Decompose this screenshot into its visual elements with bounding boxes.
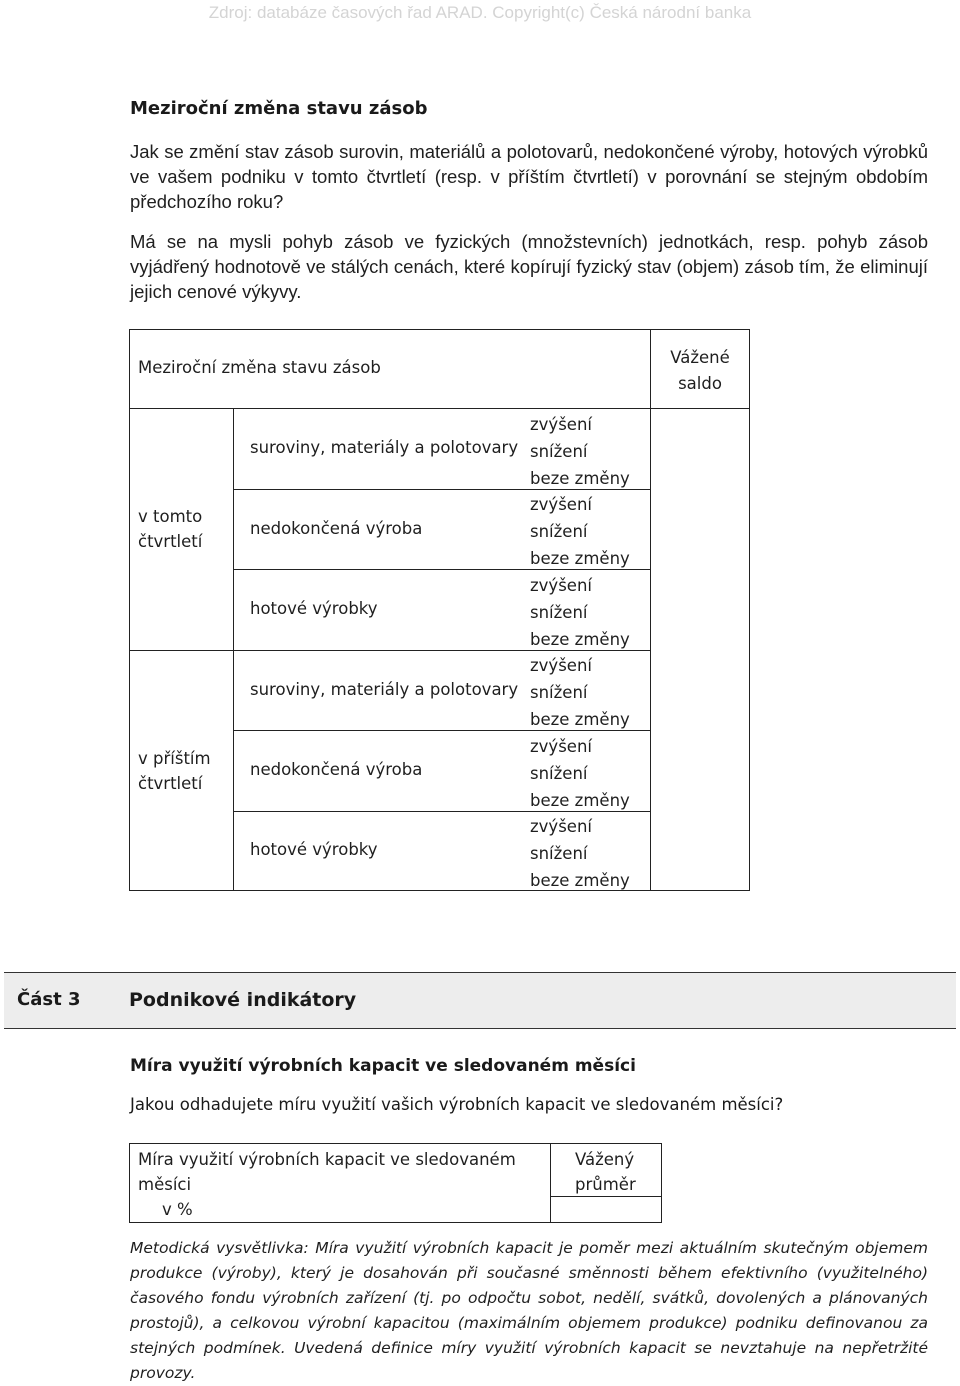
option-no-change[interactable]: beze změny <box>530 630 630 649</box>
table-row-item: hotové výrobky <box>250 599 378 618</box>
option-increase[interactable]: zvýšení <box>530 495 592 514</box>
table-row-item: suroviny, materiály a polotovary <box>250 438 519 457</box>
option-increase[interactable]: zvýšení <box>530 817 592 836</box>
period-label-line1: v tomto <box>138 507 203 526</box>
weighted-line1: Vážené <box>670 348 730 367</box>
option-decrease[interactable]: snížení <box>530 844 588 863</box>
option-decrease[interactable]: snížení <box>530 603 588 622</box>
period-label-line1: v příštím <box>138 749 211 768</box>
option-decrease[interactable]: snížení <box>530 683 588 702</box>
methodology-note: Metodická vysvětlivka: Míra využití výrobních kapacit je poměr mezi aktuálním skutečným objemem produkce (výroby), který je dosahován při současné směnnosti během efektivního (využitelného) časového fondu výrobních zařízení (tj. po odpočtu sobot, nedělí, svátků, dovolených a plánovaných prostojů), a celkovou výrobní kapacitou (maximálním objemem produkce) podniku definovanou za stejných podmínek. Uvedená definice míry využití výrobních kapacit se nevztahuje na nepřetržité provozy. <box>130 1239 928 1382</box>
table-header-weighted <box>650 345 750 397</box>
table-row-options <box>530 572 630 653</box>
table-row-options <box>530 491 630 572</box>
capacity-value-field[interactable] <box>551 1197 661 1222</box>
capacity-label-line2: měsíci <box>138 1175 192 1194</box>
capacity-unit: v % <box>162 1200 193 1219</box>
weighted-line2: saldo <box>678 374 722 393</box>
option-increase[interactable]: zvýšení <box>530 415 592 434</box>
table-row-item: hotové výrobky <box>250 840 378 859</box>
period-label-line2: čtvrtletí <box>138 532 203 551</box>
section-question: Jak se změní stav zásob surovin, materiálů a polotovarů, nedokončené výroby, hotových výrobků ve vašem podniku v tomto čtvrtletí (resp. v příštím čtvrtletí) v porovnání se stejným obdobím předchozího roku? <box>130 141 928 212</box>
capacity-weighted-header <box>575 1147 636 1197</box>
source-watermark: Zdroj: databáze časových řad ARAD. Copyright(c) Česká národní banka <box>208 3 752 22</box>
table-row-options <box>530 733 630 814</box>
option-no-change[interactable]: beze změny <box>530 871 630 890</box>
section-title: Meziroční změna stavu zásob <box>130 98 428 119</box>
option-no-change[interactable]: beze změny <box>530 791 630 810</box>
option-no-change[interactable]: beze změny <box>530 549 630 568</box>
capacity-table <box>129 1143 662 1223</box>
option-increase[interactable]: zvýšení <box>530 656 592 675</box>
option-decrease[interactable]: snížení <box>530 522 588 541</box>
capacity-table-label <box>138 1147 516 1197</box>
option-no-change[interactable]: beze změny <box>530 469 630 488</box>
weighted-line2: průměr <box>575 1175 636 1194</box>
section-explanation: Má se na mysli pohyb zásob ve fyzických (množstevních) jednotkách, resp. pohyb zásob vyjádřený hodnotově ve stálých cenách, které kopírují fyzický stav (objem) zásob tím, že eliminují jejich cenové výkyvy. <box>130 231 928 302</box>
option-increase[interactable]: zvýšení <box>530 737 592 756</box>
part-label: Část 3 <box>17 989 81 1010</box>
table-row-options <box>530 652 630 733</box>
period-label-line2: čtvrtletí <box>138 774 203 793</box>
table-header-label: Meziroční změna stavu zásob <box>138 358 381 377</box>
part-title: Podnikové indikátory <box>129 989 357 1011</box>
part-header-bar <box>4 972 956 1029</box>
capacity-question: Jakou odhadujete míru využití vašich výrobních kapacit ve sledovaném měsíci? <box>130 1095 784 1114</box>
period-next <box>138 746 211 796</box>
table-row-item: nedokončená výroba <box>250 760 423 779</box>
capacity-label-line1: Míra využití výrobních kapacit ve sledovaném <box>138 1150 516 1169</box>
weighted-line1: Vážený <box>575 1150 635 1169</box>
table-row-item: nedokončená výroba <box>250 519 423 538</box>
option-decrease[interactable]: snížení <box>530 764 588 783</box>
capacity-title: Míra využití výrobních kapacit ve sledovaném měsíci <box>130 1056 636 1076</box>
table-row-options <box>530 813 630 894</box>
inventory-change-table <box>129 329 750 891</box>
option-no-change[interactable]: beze změny <box>530 710 630 729</box>
table-row-options <box>530 411 630 492</box>
period-current <box>138 504 202 554</box>
option-increase[interactable]: zvýšení <box>530 576 592 595</box>
option-decrease[interactable]: snížení <box>530 442 588 461</box>
table-row-item: suroviny, materiály a polotovary <box>250 680 519 699</box>
